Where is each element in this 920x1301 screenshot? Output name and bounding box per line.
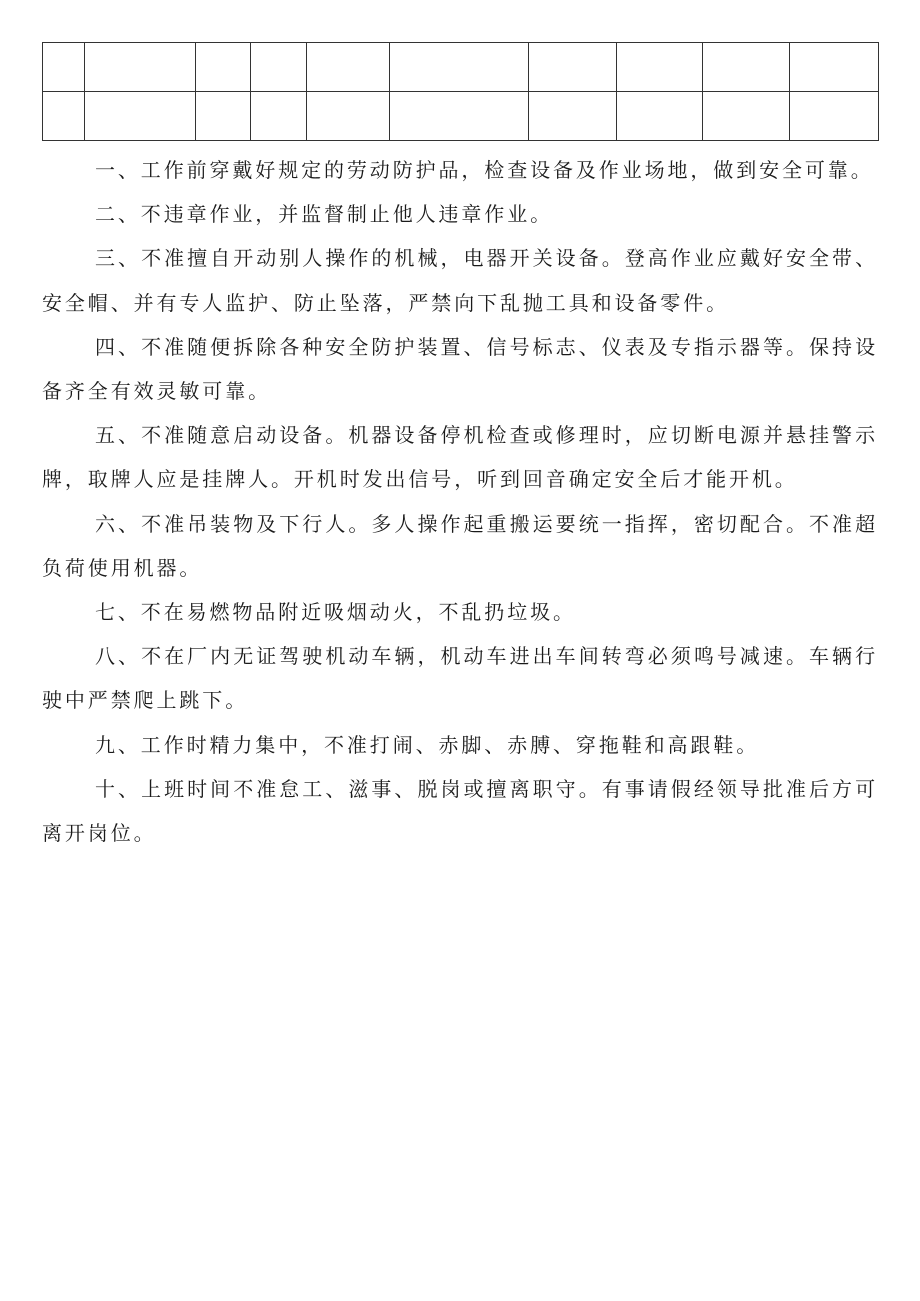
table-cell (529, 92, 617, 141)
table-cell (251, 92, 307, 141)
table-cell (790, 43, 879, 92)
table-cell (390, 92, 529, 141)
rule-item-7: 七、不在易燃物品附近吸烟动火，不乱扔垃圾。 (95, 600, 576, 625)
rule-item-3: 三、不准擅自开动别人操作的机械，电器开关设备。登高作业应戴好安全带、安全帽、并有专人监护、防止坠落，严禁向下乱抛工具和设备零件。 (42, 246, 878, 315)
rule-item-10: 十、上班时间不准怠工、滋事、脱岗或擅离职守。有事请假经领导批准后方可离开岗位。 (42, 776, 878, 846)
table-cell (790, 92, 879, 141)
safety-rules-list (42, 148, 878, 855)
table-row (43, 43, 879, 92)
rule-item-1: 一、工作前穿戴好规定的劳动防护品，检查设备及作业场地，做到安全可靠。 (95, 158, 874, 182)
table-cell (43, 92, 85, 141)
blank-form-table (42, 42, 879, 141)
table-cell (251, 43, 307, 92)
table-cell (85, 92, 196, 141)
rule-item-2: 二、不违章作业，并监督制止他人违章作业。 (95, 202, 553, 227)
table-cell (703, 92, 790, 141)
table-row (43, 92, 879, 141)
table-cell (85, 43, 196, 92)
table-cell (307, 92, 390, 141)
table-cell (196, 43, 251, 92)
table-cell (617, 43, 703, 92)
rule-item-4: 四、不准随便拆除各种安全防护装置、信号标志、仪表及专指示器等。保持设备齐全有效灵敏可靠。 (42, 334, 878, 404)
table-cell (307, 43, 390, 92)
rule-item-5: 五、不准随意启动设备。机器设备停机检查或修理时，应切断电源并悬挂警示牌，取牌人应是挂牌人。开机时发出信号，听到回音确定安全后才能开机。 (42, 423, 878, 492)
rule-item-9: 九、工作时精力集中，不准打闹、赤脚、赤膊、穿拖鞋和高跟鞋。 (95, 732, 760, 757)
table-cell (43, 43, 85, 92)
table-cell (390, 43, 529, 92)
table-cell (703, 43, 790, 92)
rule-item-8: 八、不在厂内无证驾驶机动车辆，机动车进出车间转弯必须鸣号减速。车辆行驶中严禁爬上跳下。 (42, 644, 878, 713)
table-cell (196, 92, 251, 141)
table-cell (617, 92, 703, 141)
table-cell (529, 43, 617, 92)
rule-item-6: 六、不准吊装物及下行人。多人操作起重搬运要统一指挥，密切配合。不准超负荷使用机器。 (42, 511, 878, 580)
